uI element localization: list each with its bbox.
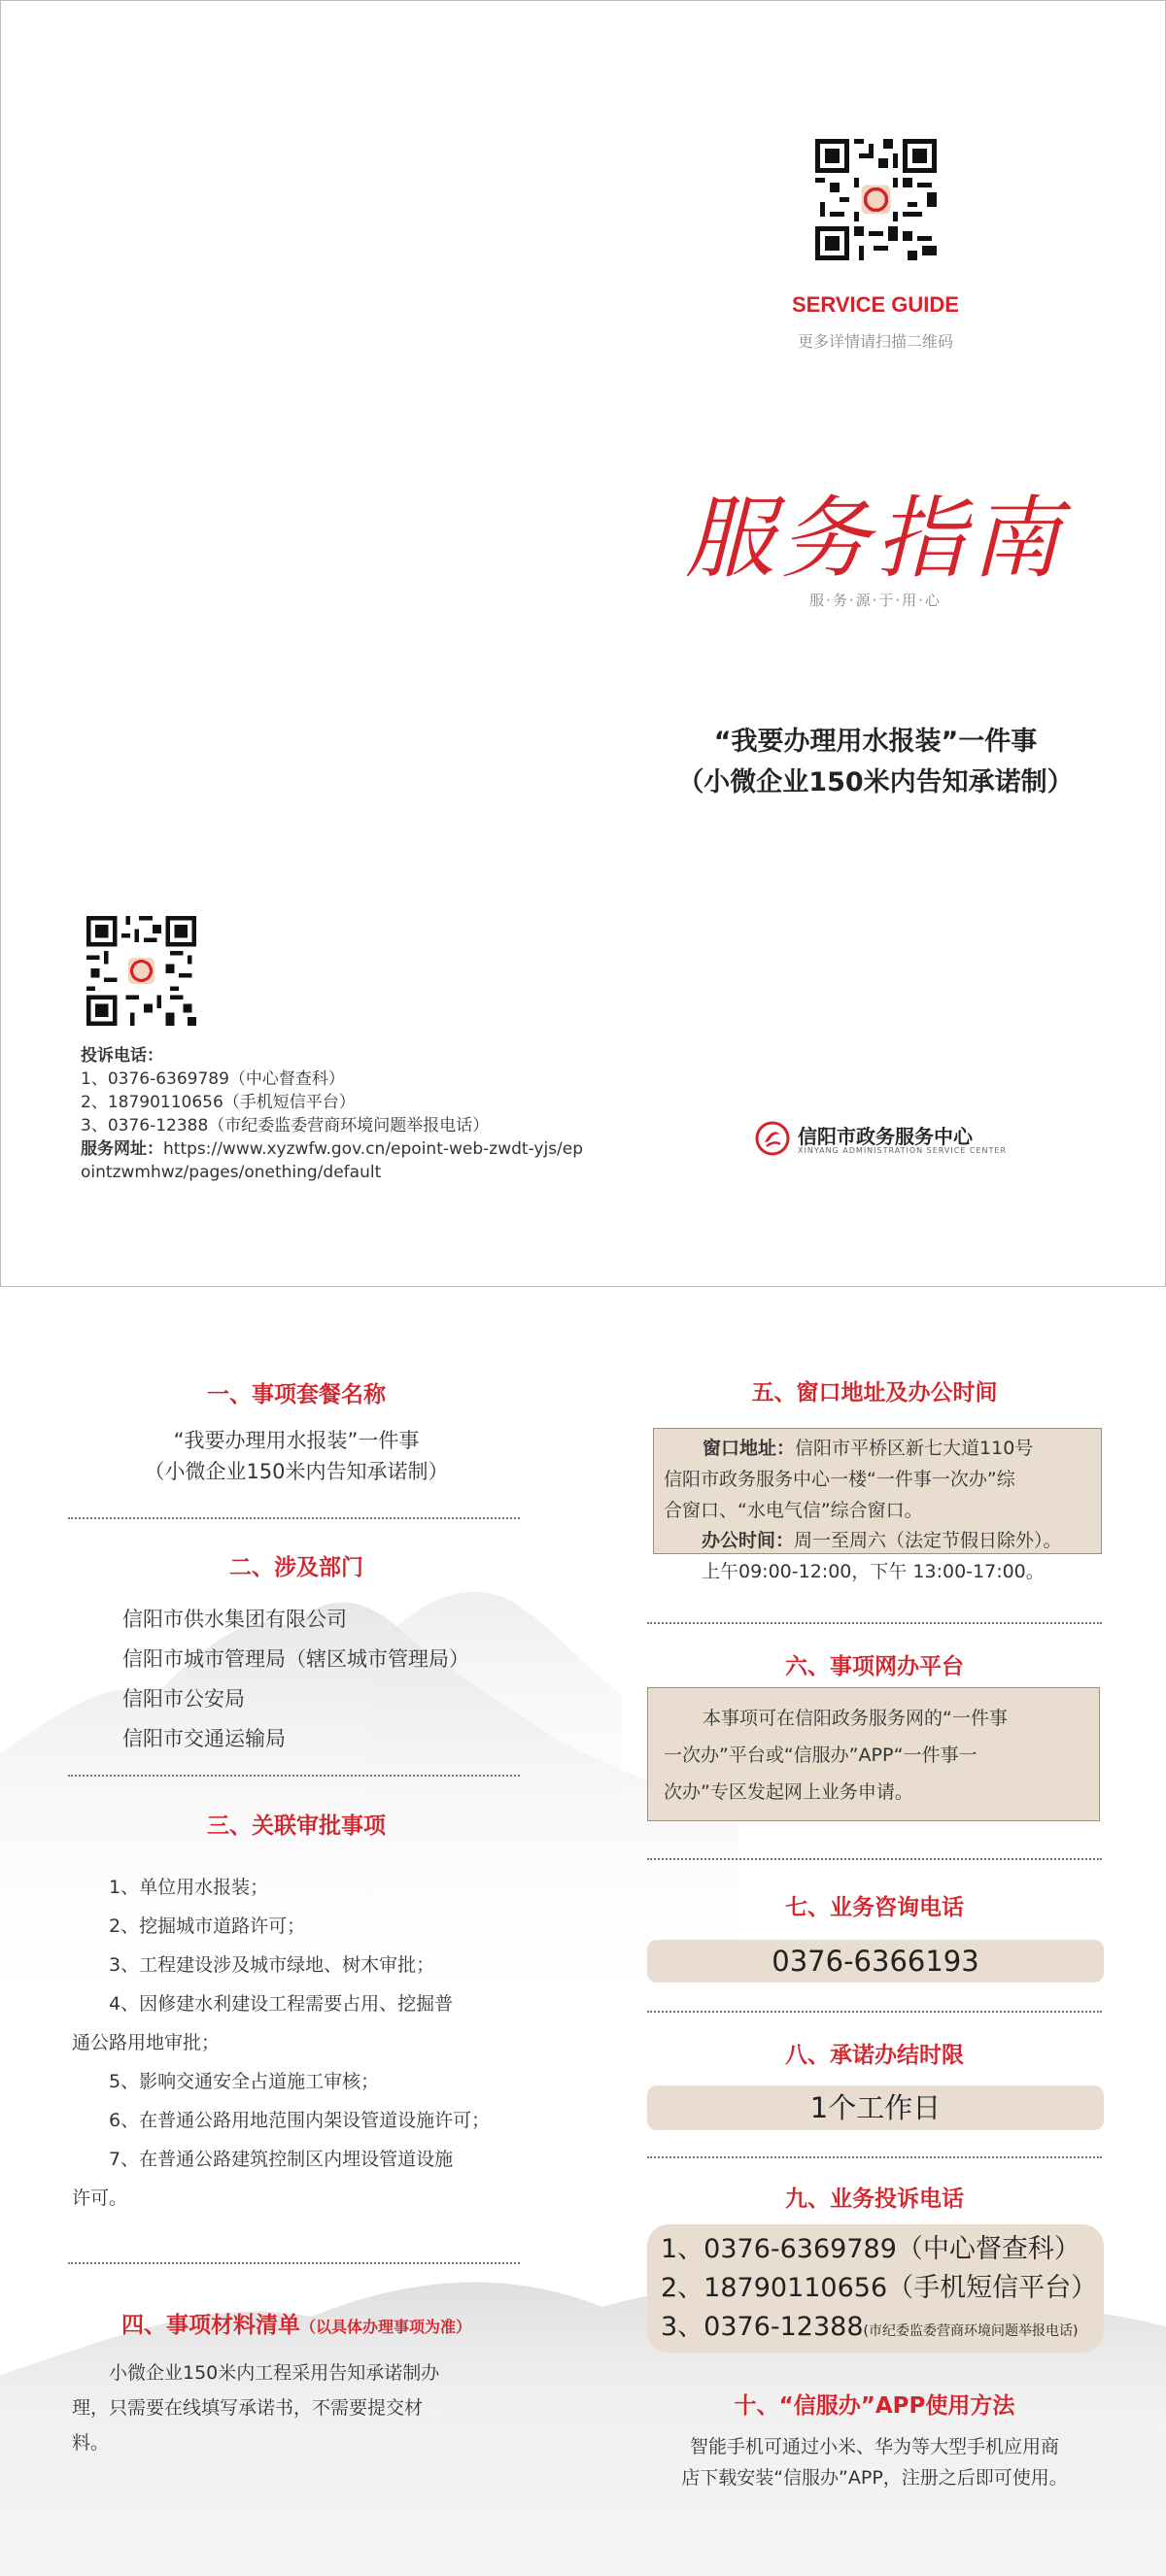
approval-item-continued: 通公路用地审批；: [72, 2032, 221, 2053]
center-name: 信阳市政务服务中心: [798, 1125, 973, 1148]
app-line-2: 店下载安装“信服办”APP，注册之后即可使用。: [681, 2467, 1068, 2489]
app-instructions: [641, 2431, 1108, 2493]
divider: [647, 2156, 1102, 2158]
complaint-phone-2: 2、18790110656（手机短信平台）: [81, 1093, 356, 1112]
divider: [68, 1775, 520, 1777]
complaint-phone-3[interactable]: 3、0376-12388: [661, 2312, 864, 2342]
department-item: 信阳市公安局: [122, 1687, 245, 1711]
slogan: 服·务·源·于·用·心: [809, 592, 942, 609]
hours-line-2: 上午09:00-12:00，下午 13:00-17:00。: [702, 1561, 1045, 1582]
section-5-title: 五、窗口地址及办公时间: [751, 1380, 998, 1406]
approval-items: [72, 1868, 529, 2218]
xinyang-center-emblem-icon: [755, 1121, 790, 1156]
divider: [68, 2262, 520, 2264]
department-item: 信阳市交通运输局: [122, 1727, 286, 1750]
contact-info: [81, 1044, 586, 1184]
title-line-2: （小微企业150米内告知承诺制）: [677, 767, 1074, 797]
section-1-title: 一、事项套餐名称: [207, 1382, 386, 1407]
divider: [647, 1622, 1102, 1624]
brochure-title-calligraphy: 服务指南: [684, 487, 1066, 591]
divider: [647, 1858, 1102, 1860]
section-4-line: 小微企业150米内工程采用告知承诺制办: [109, 2362, 440, 2384]
completion-time: 1个工作日: [647, 2085, 1104, 2130]
complaint-phone-3: 3、0376-12388（市纪委监委营商环境问题举报电话）: [81, 1116, 490, 1135]
department-list: [122, 1600, 531, 1759]
service-guide-label: SERVICE GUIDE: [792, 292, 959, 317]
platform-line-2: 一次办”平台或“信服办”APP“一件事一: [664, 1745, 977, 1766]
department-item: 信阳市供水集团有限公司: [122, 1608, 347, 1631]
complaint-phone-2[interactable]: 2、18790110656（手机短信平台）: [661, 2273, 1098, 2303]
approval-item: 4、因修建水利建设工程需要占用、挖掘普: [109, 1993, 454, 2015]
complaint-phone-1[interactable]: 1、0376-6369789（中心督查科）: [661, 2234, 1080, 2264]
complaint-phone-3-note: (市纪委监委营商环境问题举报电话): [863, 2323, 1079, 2339]
address-line-3: 合窗口、“水电气信”综合窗口。: [664, 1500, 923, 1521]
complaint-phones-box: [647, 2224, 1104, 2353]
approval-item: 2、挖掘城市道路许可；: [109, 1915, 306, 1937]
office-hours-box: [653, 1428, 1102, 1603]
divider: [647, 2011, 1102, 2013]
section-8-title: 八、承诺办结时限: [785, 2043, 964, 2068]
app-line-1: 智能手机可通过小米、华为等大型手机应用商: [689, 2436, 1059, 2457]
section-3-title: 三、关联审批事项: [207, 1813, 386, 1839]
platform-line-1: 本事项可在信阳政务服务网的“一件事: [703, 1708, 1008, 1729]
service-site-label: 服务网址：: [81, 1139, 163, 1159]
section-4-line: 料。: [72, 2432, 110, 2454]
section-4-body: [72, 2356, 529, 2460]
qr-code-icon[interactable]: [86, 916, 196, 1026]
approval-item-continued: 许可。: [72, 2187, 128, 2209]
approval-item: 6、在普通公路用地范围内架设管道设施许可；: [109, 2110, 491, 2131]
service-site: [81, 1137, 586, 1184]
complaint-phone-1: 1、0376-6369789（中心督查科）: [81, 1069, 345, 1089]
department-item: 信阳市城市管理局（辖区城市管理局）: [122, 1647, 469, 1671]
address-label: 窗口地址：: [703, 1438, 796, 1459]
right-column: [641, 1287, 1108, 2576]
brochure-inside: [0, 1287, 1166, 2576]
platform-line-3: 次办”专区发起网上业务申请。: [664, 1781, 913, 1803]
section-2-title: 二、涉及部门: [229, 1555, 363, 1580]
online-platform-box: [647, 1687, 1100, 1821]
section-4-note: （以具体办理事项为准）: [299, 2318, 471, 2336]
section-1-body: [68, 1425, 525, 1487]
scan-hint: 更多详情请扫描二维码: [797, 332, 953, 351]
hours-label: 办公时间：: [702, 1530, 795, 1551]
hours-line-1: [663, 1525, 1092, 1556]
complaint-label: 投诉电话：: [81, 1046, 163, 1066]
approval-item: 3、工程建设涉及城市绿地、树木审批；: [109, 1954, 435, 1976]
service-site-url[interactable]: https://www.xyzwfw.gov.cn/epoint-web-zwdt-yjs/epointzwmhwz/pages/onething/default: [81, 1139, 584, 1182]
address-line-2: 信阳市政务服务中心一楼“一件事一次办”综: [664, 1469, 1015, 1490]
section-1-line-1: “我要办理用水报装”一件事: [173, 1429, 420, 1452]
section-6-title: 六、事项网办平台: [785, 1654, 964, 1679]
section-4-line: 理，只需要在线填写承诺书，不需要提交材: [72, 2397, 424, 2419]
approval-item: 1、单位用水报装；: [109, 1877, 269, 1898]
section-9-title: 九、业务投诉电话: [785, 2186, 964, 2212]
approval-item: 5、影响交通安全占道施工审核；: [109, 2071, 380, 2092]
title-line-1: “我要办理用水报装”一件事: [713, 727, 1038, 757]
consult-phone[interactable]: 0376-6366193: [647, 1940, 1104, 1983]
page-title: [623, 722, 1128, 803]
section-4-title: [68, 2307, 525, 2339]
section-4-title-text: 四、事项材料清单: [120, 2313, 300, 2338]
center-logo: [755, 1120, 1027, 1159]
qr-code-icon[interactable]: [815, 139, 937, 260]
section-10-title: 十、“信服办”APP使用方法: [734, 2393, 1015, 2419]
section-1-line-2: （小微企业150米内告知承诺制）: [144, 1460, 449, 1483]
address-value: 信阳市平桥区新七大道110号: [795, 1438, 1034, 1459]
divider: [68, 1517, 520, 1519]
complaint-phone-3-row: [661, 2308, 1104, 2351]
hours-days: 周一至周六（法定节假日除外）。: [794, 1530, 1062, 1551]
brochure-cover: [0, 0, 1166, 1287]
section-7-title: 七、业务咨询电话: [785, 1895, 964, 1920]
center-english-name: XINYANG ADMINISTRATION SERVICE CENTER: [798, 1146, 1008, 1155]
approval-item: 7、在普通公路建筑控制区内埋设管道设施: [109, 2149, 454, 2170]
left-column: [68, 1287, 525, 2576]
